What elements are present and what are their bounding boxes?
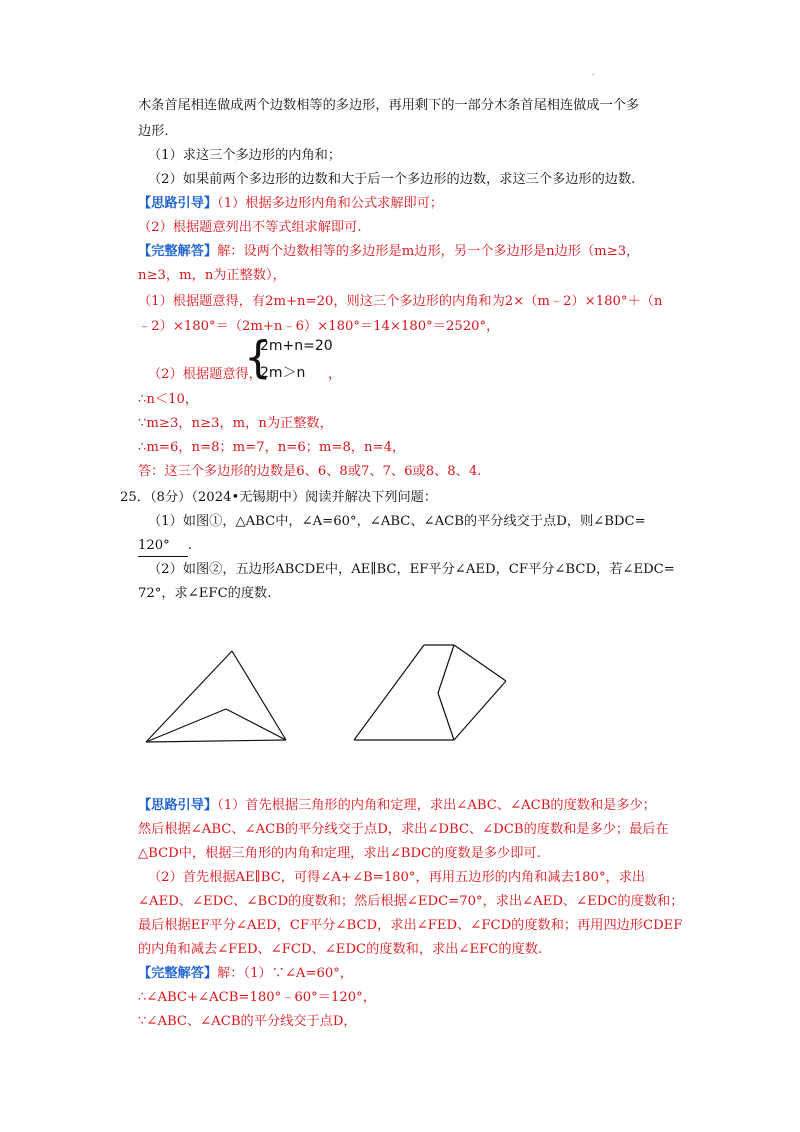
text-line: （1）求这三个多边形的内角和；	[148, 148, 342, 163]
text-line: （2）首先根据AE∥BC，可得∠A+∠B=180°，再用五边形的内角和减去180°，求出	[148, 870, 646, 885]
segment-dc	[454, 681, 506, 740]
text-line: 木条首尾相连做成两个边数相等的多边形，再用剩下的一部分木条首尾相连做成一个多	[138, 98, 640, 113]
text-line: ∴m=6，n=8；m=7，n=6；m=8，n=4，	[138, 440, 406, 455]
text-line: （1）根据题意得，有2m+n=20，则这三个多边形的内角和为2×（m﹣2）×180°＋（n	[138, 294, 663, 309]
hint-text: （1）首先根据三角形的内角和定理，求出∠ABC、∠ACB的度数和是多少；	[217, 798, 656, 813]
text-line: （2）如图②，五边形ABCDE中，AE∥BC，EF平分∠AED，CF平分∠BCD，若∠EDC=	[148, 562, 675, 577]
hint-tag: 【思路引导】	[138, 798, 218, 813]
figure-2	[330, 625, 530, 765]
text-line: 答：这三个多边形的边数是6、6、8或7、7、6或8、8、4.	[138, 464, 482, 479]
text-line: 的内角和减去∠FED、∠FCD、∠EDC的度数和，求出∠EFC的度数.	[138, 942, 543, 957]
text-line: △BCD中，根据三角形的内角和定理，求出∠BDC的度数是多少即可.	[138, 846, 541, 861]
hint-tag: 【思路引导】	[138, 196, 218, 211]
segment-ef	[438, 645, 454, 693]
answer-tag: 【完整解答】	[138, 966, 218, 981]
text-line: ，	[328, 367, 342, 382]
text: .	[187, 538, 192, 553]
text-line: 边形.	[138, 124, 169, 139]
text-line: ﹣2）×180°＝（2m+n﹣6）×180°＝14×180°＝2520°，	[138, 319, 500, 334]
text-line: 然后根据∠ABC、∠ACB的平分线交于点D，求出∠DBC、∠DCB的度数和是多少；最后在	[138, 822, 669, 837]
answer-line	[138, 964, 353, 984]
text-line: n≥3，m，n为正整数），	[138, 268, 286, 283]
text-line: （1）如图①，△ABC中，∠A=60°，∠ABC、∠ACB的平分线交于点D，则∠BDC=	[148, 514, 646, 529]
segment-ab	[354, 645, 424, 740]
segment-fc	[438, 693, 454, 740]
text-line: 最后根据EF平分∠AED，CF平分∠BCD，求出∠FED、∠FCD的度数和；再用四边形CDEF	[138, 918, 683, 933]
figure-1	[130, 625, 310, 765]
segment-ed	[454, 645, 506, 681]
text-line: ∵∠ABC、∠ACB的平分线交于点D，	[138, 1014, 357, 1029]
hint-line	[138, 194, 443, 214]
text-line: ∴n＜10，	[138, 392, 199, 407]
system-row-2: 2m＞n	[260, 365, 306, 381]
system-row-1: 2m+n=20	[260, 338, 333, 354]
text-line: ∴∠ABC+∠ACB=180°﹣60°＝120°，	[138, 990, 376, 1005]
answer-text: 解：（1）∵∠A=60°，	[217, 966, 354, 981]
brace-symbol: {	[244, 332, 272, 383]
text-line: （2）如果前两个多边形的边数和大于后一个多边形的边数，求这三个多边形的边数.	[148, 172, 636, 187]
text-line: （2）根据题意列出不等式组求解即可.	[138, 220, 362, 235]
fill-blank-line	[138, 536, 192, 557]
answer-line	[138, 242, 639, 262]
text-line: （2）根据题意得，	[148, 367, 262, 382]
text-line: 72°，求∠EFC的度数.	[138, 586, 272, 601]
top-dot: .	[592, 68, 595, 77]
fill-blank-answer: 120°	[138, 536, 188, 557]
segment-bd	[146, 709, 226, 742]
text-line: ∠AED、∠EDC、∠BCD的度数和；然后根据∠EDC=70°，求出∠AED、∠EDC的度数和；	[138, 894, 684, 909]
question-25: 25．（8分）（2024•无锡期中）阅读并解决下列问题：	[120, 490, 438, 505]
text-line: ∵m≥3，n≥3，m，n为正整数，	[138, 416, 333, 431]
segment-bc	[146, 740, 286, 742]
hint-text: （1）根据多边形内角和公式求解即可；	[217, 196, 444, 211]
hint-line	[138, 796, 656, 816]
answer-tag: 【完整解答】	[138, 244, 218, 259]
segment-ab	[146, 651, 232, 742]
answer-text: 解：设两个边数相等的多边形是m边形，另一个多边形是n边形（m≥3，	[217, 244, 640, 259]
